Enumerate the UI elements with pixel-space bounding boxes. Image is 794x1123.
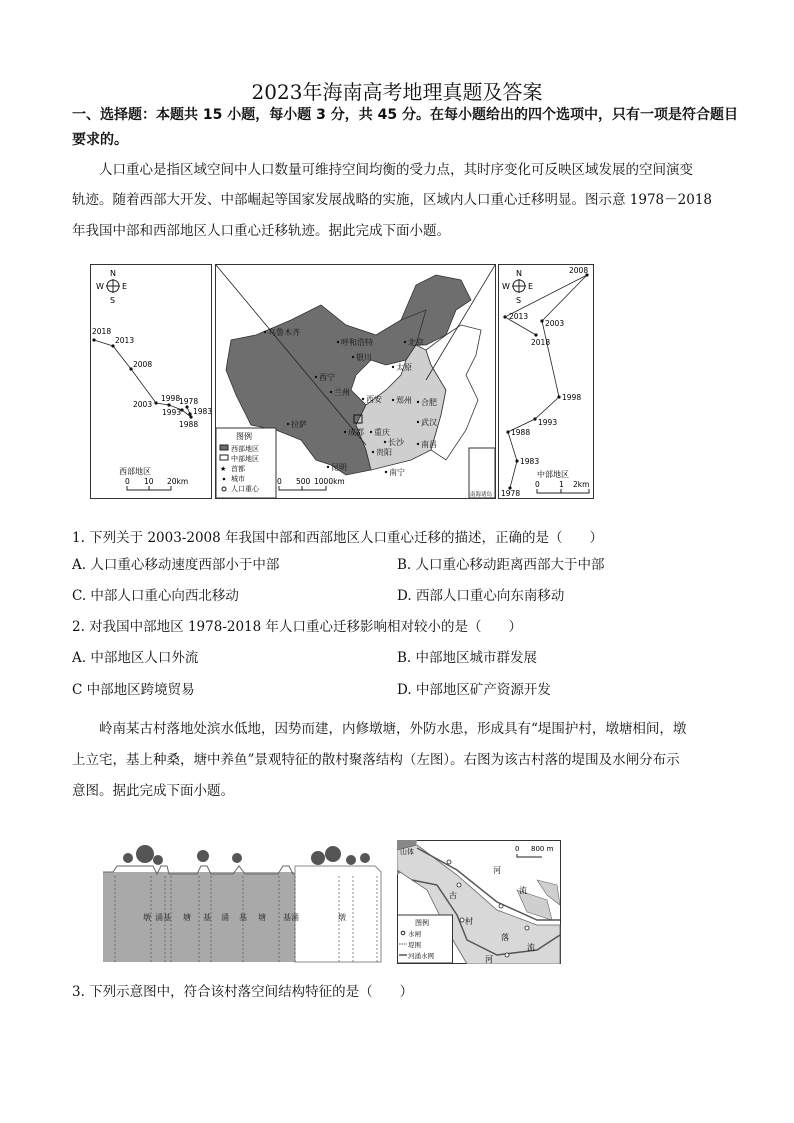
compass-icon bbox=[96, 269, 127, 305]
q2-option-a[interactable]: A. 中部地区人口外流 bbox=[72, 650, 199, 666]
city-label: 郑州 bbox=[396, 396, 412, 405]
svg-text:中部地区: 中部地区 bbox=[231, 455, 259, 463]
city-label: 西安 bbox=[366, 395, 382, 404]
trajectory-point bbox=[515, 459, 518, 462]
svg-text:图例: 图例 bbox=[415, 919, 429, 927]
trajectory-point bbox=[503, 315, 506, 318]
central-trajectory-panel bbox=[498, 264, 594, 499]
svg-text:1000km: 1000km bbox=[314, 477, 345, 486]
profile-label: 涌 bbox=[155, 913, 163, 922]
q2-option-c[interactable]: C 中部地区跨境贸易 bbox=[72, 682, 195, 698]
city-label: 武汉 bbox=[421, 418, 437, 427]
svg-text:W: W bbox=[96, 282, 104, 291]
svg-text:0: 0 bbox=[277, 477, 282, 486]
svg-text:★: ★ bbox=[220, 465, 227, 473]
city-label: 乌鲁木齐 bbox=[268, 328, 300, 337]
q2-option-b[interactable]: B. 中部地区城市群发展 bbox=[397, 650, 538, 666]
year-label: 1978 bbox=[501, 489, 521, 498]
west-trajectory-panel bbox=[90, 264, 212, 499]
map-legend bbox=[216, 428, 276, 498]
city-label: 兰州 bbox=[334, 388, 350, 397]
year-label: 1988 bbox=[179, 420, 199, 429]
svg-text:0: 0 bbox=[515, 845, 520, 853]
scale-bar bbox=[279, 486, 326, 490]
city-label: 银川 bbox=[356, 353, 372, 362]
year-label: 2008 bbox=[133, 360, 153, 369]
svg-text:500: 500 bbox=[296, 477, 311, 486]
year-label: 2018 bbox=[92, 327, 112, 336]
question-2-stem: 2. 对我国中部地区 1978-2018 年人口重心迁移影响相对较小的是（ ） bbox=[72, 619, 523, 635]
panel-title: 西部地区 bbox=[119, 467, 151, 476]
year-label: 1983 bbox=[520, 457, 540, 466]
svg-text:1: 1 bbox=[559, 480, 564, 489]
profile-label: 涌 bbox=[221, 913, 229, 922]
svg-text:村: 村 bbox=[465, 917, 473, 926]
svg-text:河: 河 bbox=[485, 955, 493, 964]
city-dot bbox=[264, 331, 266, 333]
passage1-line: 轨迹。随着西部大开发、中部崛起等国家发展战略的实施，区域内人口重心迁移明显。图示意 1978－2018 bbox=[72, 192, 713, 208]
city-dot bbox=[330, 391, 332, 393]
west-trajectory-chart bbox=[91, 265, 211, 498]
tree-icons bbox=[123, 845, 370, 865]
city-dot bbox=[287, 423, 289, 425]
city-label: 昆明 bbox=[331, 463, 347, 472]
city-dot bbox=[352, 356, 354, 358]
city-dot bbox=[315, 376, 317, 378]
trajectory-point bbox=[557, 395, 560, 398]
compass-icon bbox=[502, 269, 533, 305]
svg-text:W: W bbox=[502, 282, 510, 291]
passage2-line: 上立宅，基上种桑，塘中养鱼”景观特征的散村聚落结构（左图）。右图为该古村落的堤围及水闸分布示 bbox=[72, 752, 680, 768]
city-dot bbox=[404, 341, 406, 343]
q2-option-d[interactable]: D. 中部地区矿产资源开发 bbox=[397, 682, 551, 698]
svg-text:水闸: 水闸 bbox=[408, 930, 421, 938]
trajectory-point bbox=[92, 338, 95, 341]
question-1-stem: 1. 下列关于 2003-2008 年我国中部和西部地区人口重心迁移的描述，正确的是（ ） bbox=[72, 530, 604, 546]
profile-label: 基 bbox=[239, 913, 247, 922]
svg-text:中部地区: 中部地区 bbox=[537, 470, 569, 479]
profile-label: 墩 bbox=[338, 913, 346, 922]
svg-text:西部地区: 西部地区 bbox=[231, 445, 259, 453]
section-heading-cont: 要求的。 bbox=[72, 132, 128, 148]
city-label: 南宁 bbox=[389, 468, 405, 477]
profile-label: 塘 bbox=[183, 913, 191, 922]
profile-label: 基 bbox=[203, 913, 211, 922]
trajectory-point bbox=[167, 403, 170, 406]
svg-text:800 m: 800 m bbox=[531, 845, 554, 853]
city-dot bbox=[344, 431, 346, 433]
year-label: 1983 bbox=[193, 407, 211, 416]
svg-text:10: 10 bbox=[144, 477, 154, 486]
svg-text:南海诸岛: 南海诸岛 bbox=[470, 492, 493, 498]
year-label: 2018 bbox=[531, 338, 551, 347]
svg-text:0: 0 bbox=[535, 480, 540, 489]
city-label: 成都 bbox=[348, 428, 364, 437]
year-label: 1978 bbox=[179, 397, 199, 406]
svg-text:河: 河 bbox=[493, 866, 501, 875]
trajectory-point bbox=[154, 401, 157, 404]
svg-text:流: 流 bbox=[527, 943, 535, 952]
city-dot bbox=[385, 471, 387, 473]
svg-text:城市: 城市 bbox=[231, 475, 245, 483]
svg-text:20km: 20km bbox=[167, 477, 189, 486]
year-label: 2003 bbox=[133, 400, 153, 409]
city-label: 西宁 bbox=[319, 373, 335, 382]
city-dot bbox=[370, 431, 372, 433]
trajectory-point bbox=[533, 417, 536, 420]
city-label: 北京 bbox=[408, 338, 424, 347]
trajectory-point bbox=[188, 412, 191, 415]
passage2-line: 岭南某古村落地处滨水低地，因势而建，内修墩塘，外防水患，形成具有“堤围护村，墩塘相间，墩 bbox=[99, 721, 687, 737]
svg-text:首都: 首都 bbox=[231, 465, 245, 473]
svg-text:0: 0 bbox=[125, 477, 130, 486]
china-map-svg bbox=[216, 265, 495, 498]
city-dot bbox=[337, 341, 339, 343]
svg-text:N: N bbox=[110, 269, 116, 278]
trajectory-point bbox=[189, 415, 192, 418]
profile-label: 基 bbox=[163, 913, 171, 922]
trajectory-point bbox=[506, 430, 509, 433]
city-label: 太原 bbox=[396, 363, 412, 372]
village-profile-diagram bbox=[103, 840, 385, 965]
svg-text:古: 古 bbox=[449, 891, 457, 900]
svg-text:河涌水网: 河涌水网 bbox=[408, 952, 434, 960]
svg-text:山体: 山体 bbox=[400, 848, 414, 856]
svg-text:落: 落 bbox=[501, 933, 509, 942]
village-levee-map bbox=[397, 840, 561, 964]
city-dot bbox=[327, 466, 329, 468]
city-label: 呼和浩特 bbox=[341, 338, 373, 347]
city-dot bbox=[392, 366, 394, 368]
scale-bar bbox=[537, 489, 589, 493]
china-map bbox=[215, 264, 496, 499]
svg-text:E: E bbox=[122, 282, 128, 291]
trajectory-line bbox=[505, 275, 590, 489]
svg-text:流: 流 bbox=[519, 886, 527, 895]
city-dot bbox=[417, 401, 419, 403]
year-label: 2013 bbox=[115, 336, 135, 345]
city-dot bbox=[417, 443, 419, 445]
year-label: 2013 bbox=[509, 312, 529, 321]
svg-text:人口重心: 人口重心 bbox=[231, 485, 259, 493]
profile-label: 涌 bbox=[291, 913, 299, 922]
year-label: 1998 bbox=[562, 393, 582, 402]
svg-text:S: S bbox=[516, 296, 522, 305]
year-label: 1993 bbox=[162, 408, 182, 417]
svg-text:S: S bbox=[110, 296, 116, 305]
city-label: 南昌 bbox=[421, 440, 437, 449]
q1-option-b[interactable]: B. 人口重心移动距离西部大于中部 bbox=[397, 557, 605, 573]
trajectory-point bbox=[534, 333, 537, 336]
section-heading: 一、选择题：本题共 15 小题，每小题 3 分，共 45 分。在每小题给出的四个选项中，只有一项是符合题目 bbox=[72, 107, 738, 123]
scale-bar bbox=[127, 486, 171, 490]
q1-option-a[interactable]: A. 人口重心移动速度西部小于中部 bbox=[72, 557, 280, 573]
page-title: 2023年海南高考地理真题及答案 bbox=[251, 80, 543, 104]
year-label: 2003 bbox=[545, 319, 565, 328]
q1-option-d[interactable]: D. 西部人口重心向东南移动 bbox=[397, 588, 565, 604]
q1-option-c[interactable]: C. 中部人口重心向西北移动 bbox=[72, 588, 239, 604]
city-label: 拉萨 bbox=[291, 420, 307, 429]
svg-text:E: E bbox=[528, 282, 534, 291]
city-label: 重庆 bbox=[374, 428, 390, 437]
year-label: 1998 bbox=[161, 394, 181, 403]
central-trajectory-chart bbox=[499, 265, 593, 498]
svg-text:图例: 图例 bbox=[236, 432, 252, 441]
city-dot bbox=[392, 399, 394, 401]
city-dot bbox=[417, 421, 419, 423]
passage1-line: 人口重心是指区域空间中人口数量可维持空间均衡的受力点，其时序变化可反映区域发展的空间演变 bbox=[99, 162, 693, 178]
year-label: 2008 bbox=[569, 266, 589, 275]
profile-label: 墩 bbox=[143, 913, 151, 922]
south-china-sea-inset bbox=[469, 448, 495, 498]
profile-label: 塘 bbox=[258, 913, 266, 922]
svg-text:堤围: 堤围 bbox=[408, 941, 421, 949]
city-dot bbox=[384, 441, 386, 443]
passage2-line: 意图。据此完成下面小题。 bbox=[72, 783, 234, 799]
svg-text:2km: 2km bbox=[573, 480, 590, 489]
city-label: 贵阳 bbox=[376, 448, 392, 457]
year-label: 1988 bbox=[511, 428, 531, 437]
city-label: 长沙 bbox=[388, 438, 404, 447]
svg-text:N: N bbox=[516, 269, 522, 278]
question-3-stem: 3. 下列示意图中，符合该村落空间结构特征的是（ ） bbox=[72, 984, 414, 1000]
passage1-line: 年我国中部和西部地区人口重心迁移轨迹。据此完成下面小题。 bbox=[72, 223, 450, 239]
city-dot bbox=[362, 398, 364, 400]
profile-label: 基 bbox=[283, 913, 291, 922]
city-dot bbox=[372, 451, 374, 453]
city-label: 合肥 bbox=[421, 398, 437, 407]
trajectory-point bbox=[540, 319, 543, 322]
year-label: 1993 bbox=[538, 418, 558, 427]
